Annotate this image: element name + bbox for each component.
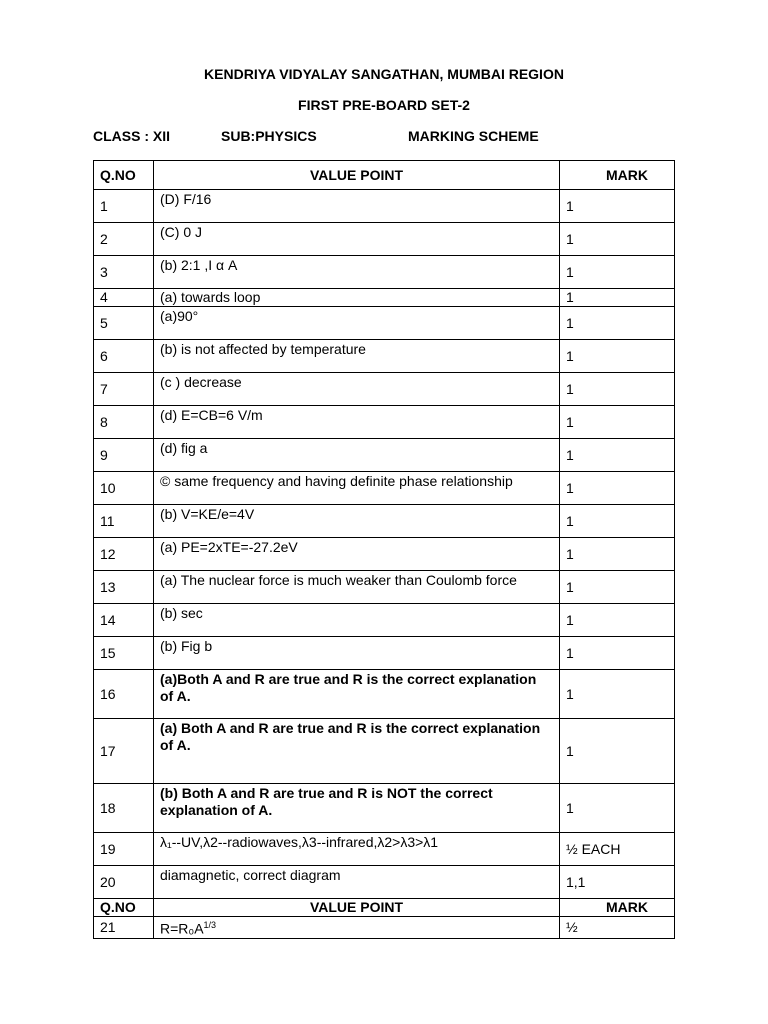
class-label: CLASS : XII [93, 128, 171, 144]
document-subtitle: FIRST PRE-BOARD SET-2 [298, 97, 470, 113]
mark-cell: 1 [560, 538, 675, 571]
formula-exponent: 1/3 [203, 920, 217, 930]
qno-cell: 16 [94, 670, 154, 719]
subject-label: SUB:PHYSICS [221, 128, 317, 144]
table-row [94, 256, 675, 289]
value-cell: (a)90° [154, 307, 560, 340]
qno-cell: 1 [94, 190, 154, 223]
qno-cell: 13 [94, 571, 154, 604]
table-row [94, 373, 675, 406]
value-cell: (a) PE=2xTE=-27.2eV [154, 538, 560, 571]
table-row [94, 340, 675, 373]
qno-cell: 7 [94, 373, 154, 406]
value-cell: (b) Fig b [154, 637, 560, 670]
mark-cell: ½ [560, 917, 675, 939]
mark-cell: 1 [560, 670, 675, 719]
table-row [94, 833, 675, 866]
mark-cell: 1 [560, 505, 675, 538]
value-cell: (D) F/16 [154, 190, 560, 223]
value-cell: (d) E=CB=6 V/m [154, 406, 560, 439]
table-row [94, 670, 675, 719]
mark-cell: 1 [560, 340, 675, 373]
table-row [94, 538, 675, 571]
qno-cell: 17 [94, 719, 154, 784]
formula-base: R=R₀A [160, 920, 204, 937]
scheme-label: MARKING SCHEME [408, 128, 539, 144]
table-row [94, 439, 675, 472]
qno-cell: 19 [94, 833, 154, 866]
mark-cell: 1 [560, 256, 675, 289]
mark-cell: ½ EACH [560, 833, 675, 866]
qno-cell: 3 [94, 256, 154, 289]
table-row [94, 784, 675, 833]
table-row [94, 223, 675, 256]
qno-cell: 2 [94, 223, 154, 256]
mark-cell: 1 [560, 289, 675, 307]
qno-cell: 18 [94, 784, 154, 833]
qno-cell: 5 [94, 307, 154, 340]
table-row [94, 637, 675, 670]
qno-cell: 21 [94, 917, 154, 939]
value-cell [154, 917, 560, 939]
mark-cell: 1 [560, 637, 675, 670]
table-row [94, 505, 675, 538]
mark-cell: 1 [560, 373, 675, 406]
mark-cell: 1,1 [560, 866, 675, 899]
table-row [94, 866, 675, 899]
qno-cell: 4 [94, 289, 154, 307]
value-cell: (b) sec [154, 604, 560, 637]
mark-cell: 1 [560, 190, 675, 223]
qno-cell: 12 [94, 538, 154, 571]
qno-cell: 15 [94, 637, 154, 670]
marking-scheme-table [93, 160, 675, 939]
value-cell: (b) V=KE/e=4V [154, 505, 560, 538]
document-title: KENDRIYA VIDYALAY SANGATHAN, MUMBAI REGION [204, 66, 564, 82]
header-mark: MARK [560, 161, 675, 190]
header-qno: Q.NO [94, 161, 154, 190]
qno-cell: 14 [94, 604, 154, 637]
value-cell: (a) Both A and R are true and R is the correct explanation of A. [154, 719, 560, 784]
header-qno: Q.NO [94, 899, 154, 917]
header-value-point: VALUE POINT [154, 161, 560, 190]
table-row [94, 604, 675, 637]
qno-cell: 9 [94, 439, 154, 472]
value-cell: (b) Both A and R are true and R is NOT the correct explanation of A. [154, 784, 560, 833]
value-cell: (a) The nuclear force is much weaker than Coulomb force [154, 571, 560, 604]
qno-cell: 8 [94, 406, 154, 439]
mark-cell: 1 [560, 406, 675, 439]
mark-cell: 1 [560, 571, 675, 604]
value-cell: (c ) decrease [154, 373, 560, 406]
mark-cell: 1 [560, 719, 675, 784]
table-row [94, 307, 675, 340]
value-cell: (C) 0 J [154, 223, 560, 256]
mark-cell: 1 [560, 784, 675, 833]
mark-cell: 1 [560, 604, 675, 637]
value-cell: (b) 2:1 ,I α A [154, 256, 560, 289]
table-row [94, 571, 675, 604]
mark-cell: 1 [560, 472, 675, 505]
value-cell: λ₁--UV,λ2--radiowaves,λ3--infrared,λ2>λ3>λ1 [154, 833, 560, 866]
mark-cell: 1 [560, 223, 675, 256]
table-header-row [94, 161, 675, 190]
mark-cell: 1 [560, 307, 675, 340]
table-row [94, 289, 675, 307]
table-row [94, 917, 675, 939]
value-cell: (a)Both A and R are true and R is the correct explanation of A. [154, 670, 560, 719]
qno-cell: 10 [94, 472, 154, 505]
qno-cell: 20 [94, 866, 154, 899]
header-mark: MARK [560, 899, 675, 917]
table-row [94, 719, 675, 784]
value-cell: (b) is not affected by temperature [154, 340, 560, 373]
value-cell: diamagnetic, correct diagram [154, 866, 560, 899]
table-row [94, 406, 675, 439]
table-row [94, 472, 675, 505]
table-row [94, 190, 675, 223]
qno-cell: 6 [94, 340, 154, 373]
value-cell: © same frequency and having definite phase relationship [154, 472, 560, 505]
value-cell: (d) fig a [154, 439, 560, 472]
qno-cell: 11 [94, 505, 154, 538]
value-cell: (a) towards loop [154, 289, 560, 307]
mark-cell: 1 [560, 439, 675, 472]
table-repeat-header-row [94, 899, 675, 917]
header-value-point: VALUE POINT [154, 899, 560, 917]
